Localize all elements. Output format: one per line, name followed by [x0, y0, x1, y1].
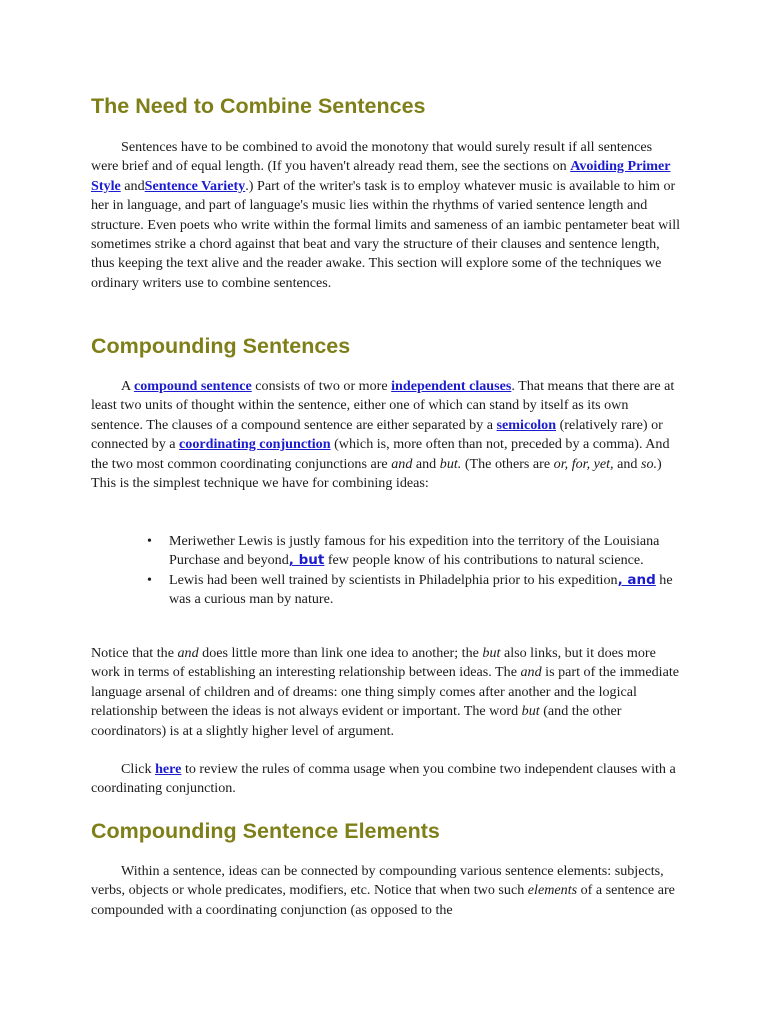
paragraph-click-here: Click here to review the rules of comma usage when you combine two independent clauses with a coordinating conjunction.: [91, 761, 676, 797]
paragraph-compound-sentence: A compound sentence consists of two or more independent clauses. That means that there are at least two units of thought within the sentence, either one of which can stand by itself as its own sentence. The clauses of a compound sentence are either separated by a semicolon (relatively rare) or connected by a coordinating conjunction (which is, more often than not, preceded by a comma). And the two most common coordinating conjunctions are and and but. (The others are or, for, yet, and so.) This is the simplest technique we have for combining ideas:: [91, 378, 675, 492]
list-item: • Lewis had been well trained by scientists in Philadelphia prior to his expedition, and he was a curious man by nature.: [169, 571, 681, 610]
link-comma-and[interactable]: , and: [617, 571, 656, 588]
paragraph-intro: Sentences have to be combined to avoid the monotony that would surely result if all sentences were brief and of equal length. (If you haven't already read them, see the sections on Avoiding Primer Style andSentence Variety.) Part of the writer's task is to employ whatever music is available to him or her in language, and part of language's music lies within the rhythms of varied sentence length and structure. Even poets who write within the formal limits and sameness of an iambic pentameter beat will sometimes strike a chord against that beat and vary the structure of their clauses and sentence length, thus keeping the text alive and the reader awake. This section will explore some of the techniques we ordinary writers use to combine sentences.: [91, 139, 681, 291]
link-coordinating-conjunction[interactable]: coordinating conjunction: [179, 436, 331, 453]
heading-compounding-sentence-elements: Compounding Sentence Elements: [91, 819, 440, 843]
link-here[interactable]: here: [155, 761, 182, 777]
link-comma-but[interactable]: , but: [288, 552, 325, 569]
paragraph-notice: Notice that the and does little more than link one idea to another; the but also links, but it does more work in terms of establishing an interesting relationship between ideas. The and is part of the immediate language arsenal of children and of dreams: one thing simply comes after another and the logical relationship between the ideas is not always evident or important. The word but (and the other coordinators) is at a slightly higher level of argument.: [91, 645, 680, 739]
link-avoiding-primer-style[interactable]: Avoiding Primer Style: [91, 158, 671, 194]
link-independent-clauses[interactable]: independent clauses: [391, 378, 512, 394]
heading-need-to-combine: The Need to Combine Sentences: [91, 94, 426, 118]
link-semicolon[interactable]: semicolon: [496, 416, 557, 433]
example-list: [91, 532, 681, 610]
heading-compounding-sentences: Compounding Sentences: [91, 334, 351, 358]
link-sentence-variety[interactable]: Sentence Variety: [144, 177, 246, 194]
list-item: • Meriwether Lewis is justly famous for his expedition into the territory of the Louisiana Purchase and beyond, but few people know of his contributions to natural science.: [169, 532, 681, 571]
link-compound-sentence[interactable]: compound sentence: [133, 378, 252, 394]
paragraph-sentence-elements: Within a sentence, ideas can be connected by compounding various sentence elements: subjects, verbs, objects or whole predicates, modifiers, etc. Notice that when two such elements of a sentence are compounded with a coordinating conjunction (as opposed to the: [91, 863, 675, 918]
